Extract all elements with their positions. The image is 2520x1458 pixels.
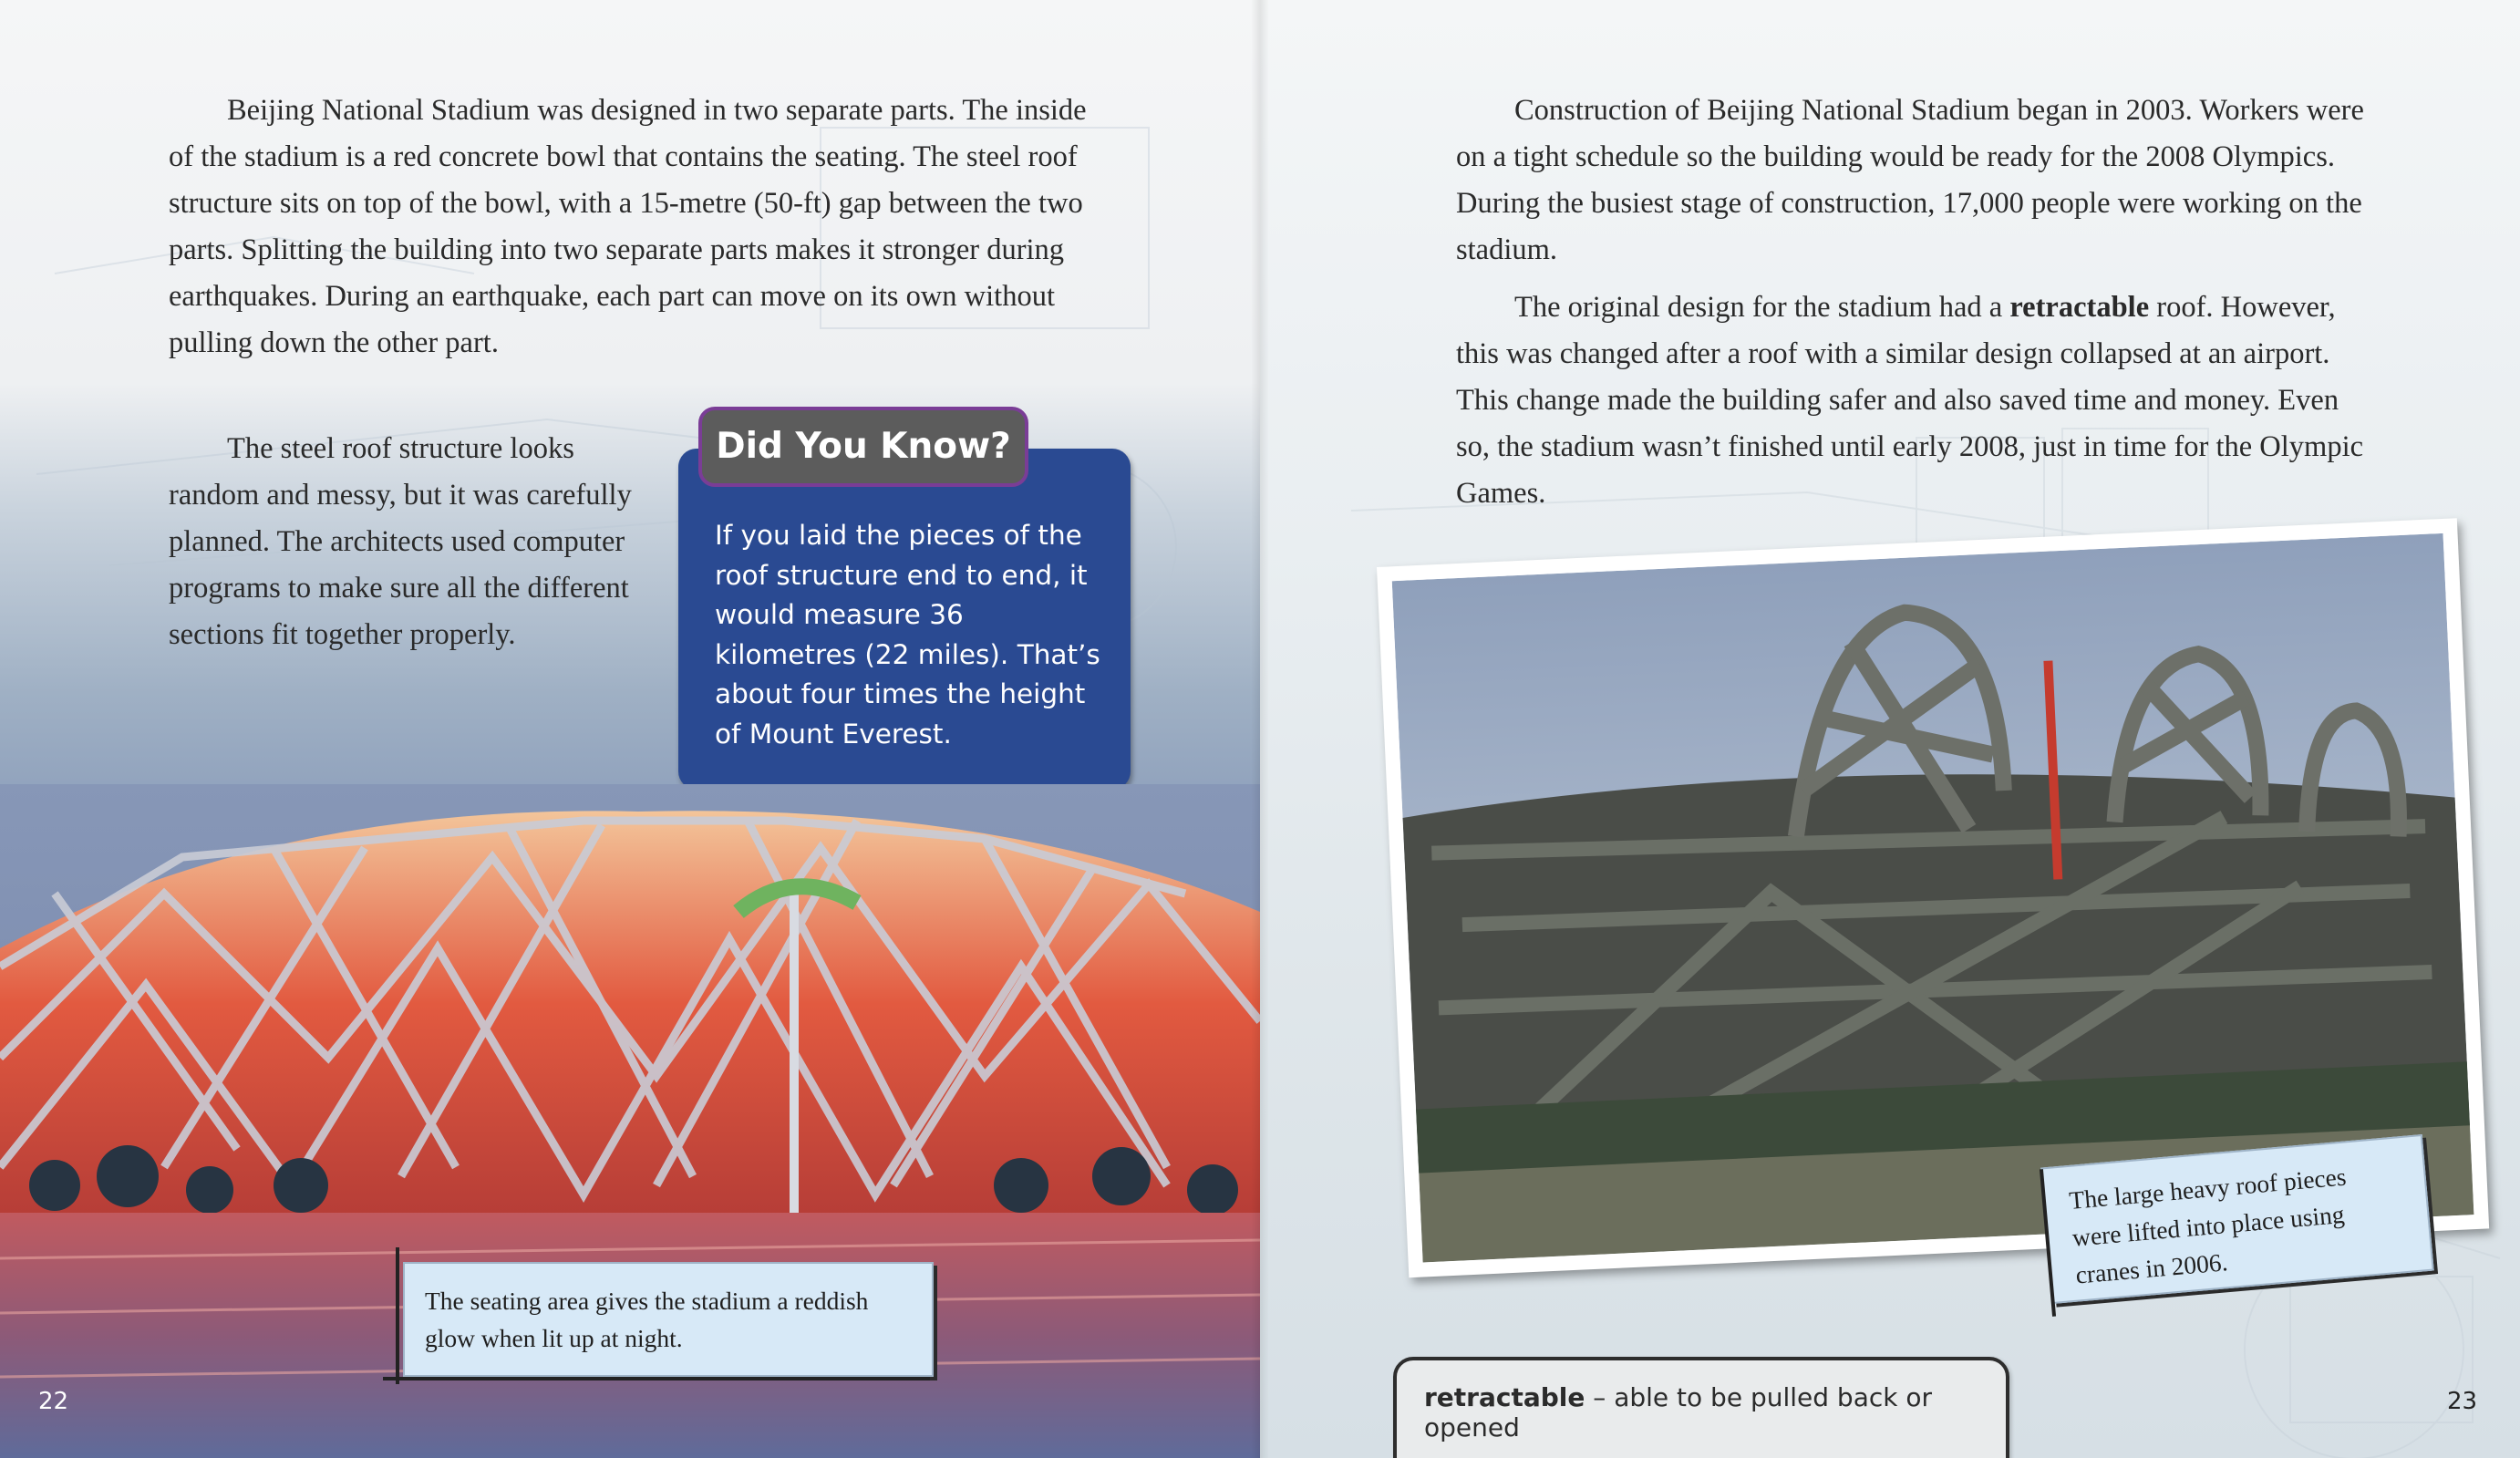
did-you-know-text: If you laid the pieces of the roof structure end to end, it would measure 36 kilometres (22 miles). That’s about four times the height of Mount Everest. xyxy=(715,520,1100,750)
page-number-right: 23 xyxy=(2447,1388,2478,1415)
did-you-know-title: Did You Know? xyxy=(698,407,1028,487)
book-gutter xyxy=(1251,0,1269,1458)
glossary-box xyxy=(1393,1357,2009,1458)
left-photo-caption: The seating area gives the stadium a reddish glow when lit up at night. xyxy=(403,1262,934,1377)
glossary-definition: – able to be pulled back or opened xyxy=(1424,1382,1933,1442)
caption-tick-left xyxy=(396,1247,399,1384)
right-photo-caption: The large heavy roof pieces were lifted into place using cranes in 2006. xyxy=(2040,1134,2433,1304)
did-you-know-box xyxy=(678,407,1131,790)
right-paragraph-2: The original design for the stadium had a retractable roof. However, this was changed after a roof with a similar design collapsed at an airport. This change made the building safer and also saved time and money. Even so, the stadium wasn’t finished until early 2008, just in time for the Olympic Games. xyxy=(1456,291,2364,510)
left-paragraph-1: Beijing National Stadium was designed in two separate parts. The inside of the stadium is a red concrete bowl that contains the seating. The steel roof structure sits on top of the bowl, with a 15-metre (50-ft) gap between the two parts. Splitting the building into two separate parts makes it stronger during earthquakes. During an earthquake, each part can move on its own without pulling down the other part. xyxy=(169,94,1087,359)
caption-tick-bottom xyxy=(383,1377,930,1380)
left-paragraph-2: The steel roof structure looks random and messy, but it was carefully planned. The architects used computer programs to make sure all the different sections fit together properly. xyxy=(169,432,632,651)
retractable-term: retractable xyxy=(2009,291,2150,324)
right-paragraph-1: Construction of Beijing National Stadium began in 2003. Workers were on a tight schedule so the building would be ready for the 2008 Olympics. During the busiest stage of construction, 17,000 people were working on the stadium. xyxy=(1456,94,2364,266)
glossary-term: retractable xyxy=(1424,1382,1585,1412)
page-number-left: 22 xyxy=(38,1388,69,1415)
